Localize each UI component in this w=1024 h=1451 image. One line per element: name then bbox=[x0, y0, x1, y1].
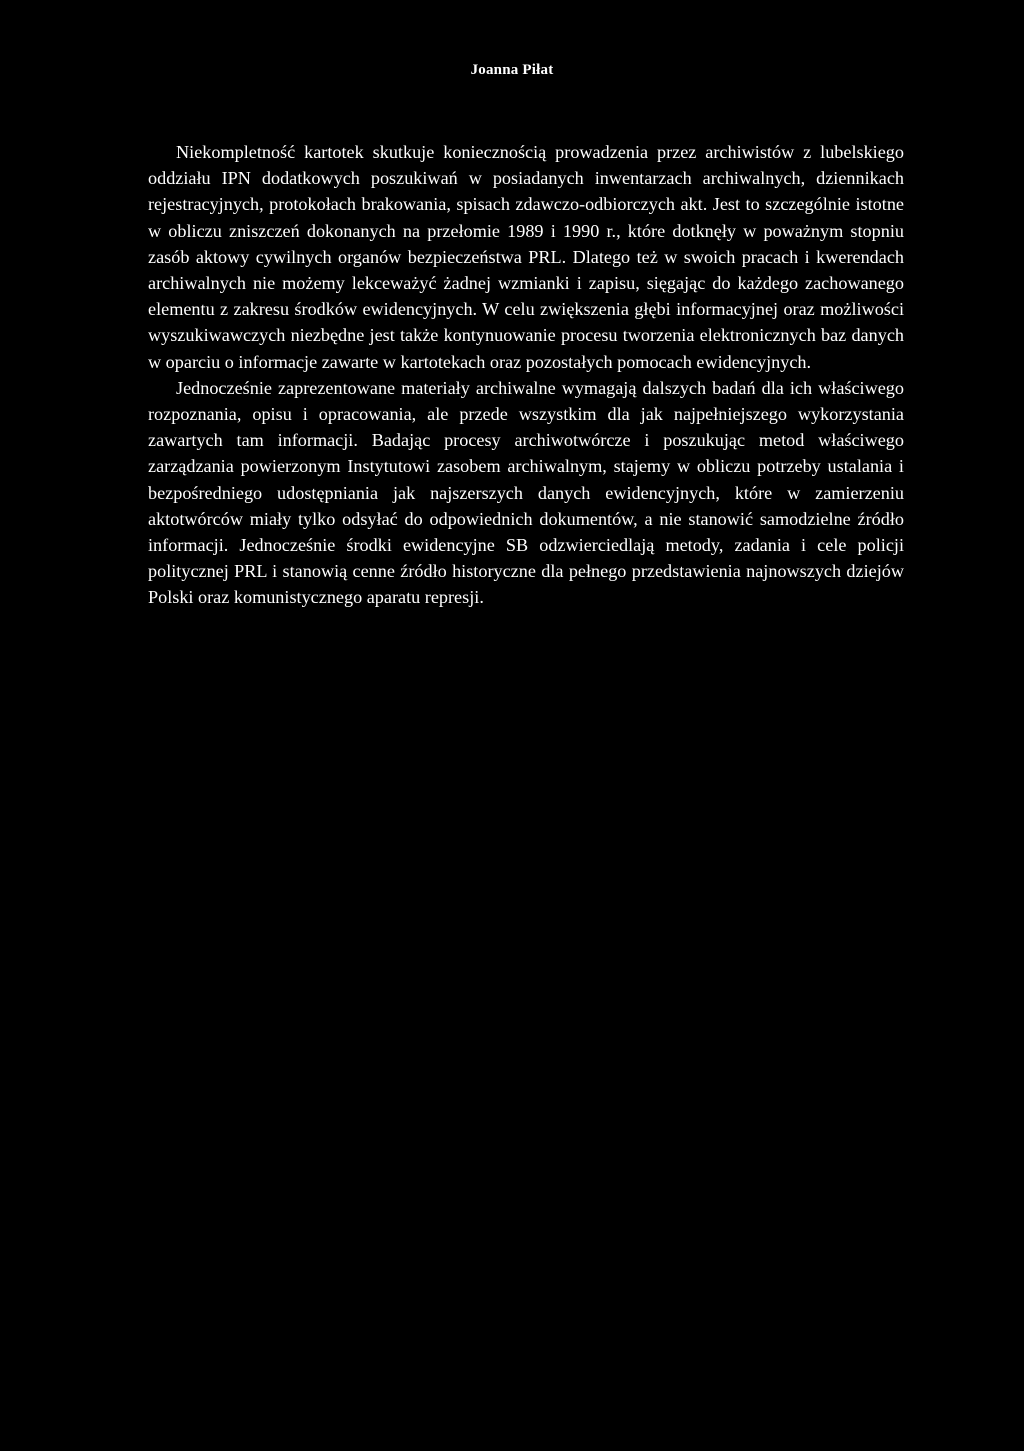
paragraph-1: Niekompletność kartotek skutkuje koniecznością prowadzenia przez archiwistów z lubelskiego oddziału IPN dodatkowych poszukiwań w posiadanych inwentarzach archiwalnych, dziennikach rejestracyjnych, protokołach brakowania, spisach zdawczo-odbiorczych akt. Jest to szczególnie istotne w obliczu zniszczeń dokonanych na przełomie 1989 i 1990 r., które dotknęły w poważnym stopniu zasób aktowy cywilnych organów bezpieczeństwa PRL. Dlatego też w swoich pracach i kwerendach archiwalnych nie możemy lekceważyć żadnej wzmianki i zapisu, sięgając do każdego zachowanego elementu z zakresu środków ewidencyjnych. W celu zwiększenia głębi informacyjnej oraz możliwości wyszukiwawczych niezbędne jest także kontynuowanie procesu tworzenia elektronicznych baz danych w oparciu o informacje zawarte w kartotekach oraz pozostałych pomocach ewidencyjnych. bbox=[148, 142, 904, 372]
running-header-author: Joanna Piłat bbox=[470, 62, 554, 78]
paragraph-2: Jednocześnie zaprezentowane materiały archiwalne wymagają dalszych badań dla ich właściwego rozpoznania, opisu i opracowania, ale przede wszystkim dla jak najpełniejszego wykorzystania zawartych tam informacji. Badając procesy archiwotwórcze i poszukując metod właściwego zarządzania powierzonym Instytutowi zasobem archiwalnym, stajemy w obliczu potrzeby ustalania i bezpośredniego udostępniania jak najszerszych danych ewidencyjnych, które w zamierzeniu aktotwórców miały tylko odsyłać do odpowiednich dokumentów, a nie stanowić samodzielne źródło informacji. Jednocześnie środki ewidencyjne SB odzwierciedlają metody, zadania i cele policji politycznej PRL i stanowią cenne źródło historyczne dla pełnego przedstawienia najnowszych dziejów Polski oraz komunistycznego aparatu represji. bbox=[148, 377, 904, 608]
body-text bbox=[148, 139, 904, 611]
